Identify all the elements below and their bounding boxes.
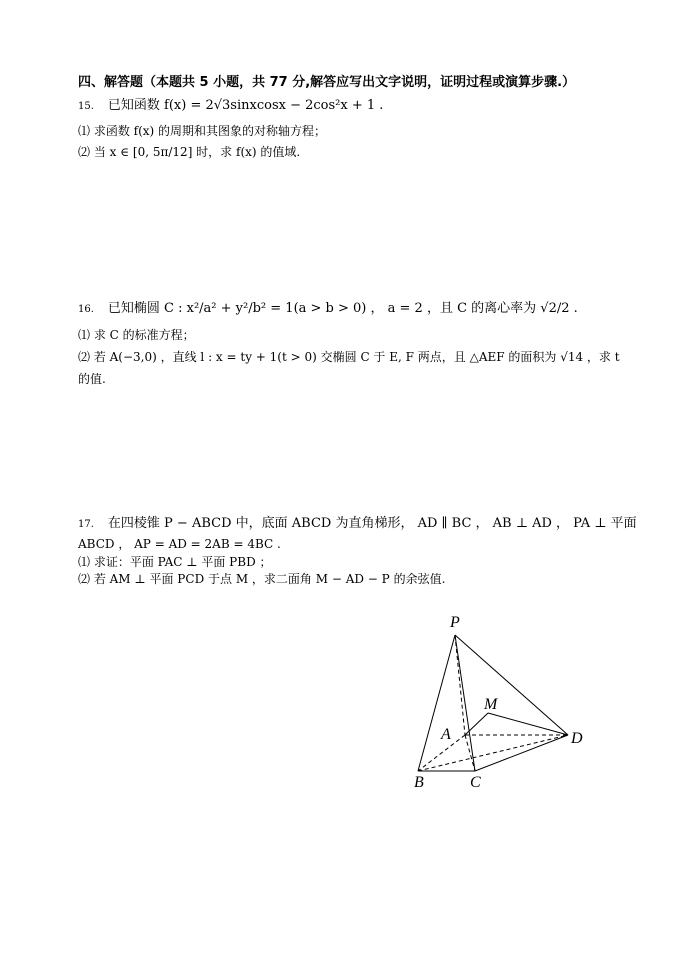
edge-CD <box>475 735 568 771</box>
q15-stem-line <box>78 97 383 116</box>
q17-stem-line2: ABCD ， AP = AD = 2AB = 4BC . <box>78 537 281 551</box>
pyramid-figure <box>400 605 600 795</box>
section-heading: 四、解答题（本题共 5 小题，共 77 分,解答应写出文字说明，证明过程或演算步骤.） <box>78 75 576 90</box>
q15-number: 15. <box>78 101 94 112</box>
q15-part1: ⑴ 求函数 f(x) 的周期和其图象的对称轴方程； <box>78 124 327 138</box>
q17-part2: ⑵ 若 AM ⊥ 平面 PCD 于点 M ，求二面角 M − AD − P 的余弦值. <box>78 572 446 586</box>
label-M: M <box>484 696 498 713</box>
q16-number: 16. <box>78 304 94 315</box>
q15-part2: ⑵ 当 x ∈ [0, 5π/12] 时，求 f(x) 的值域. <box>78 145 301 159</box>
q16-part2-line1: ⑵ 若 A(−3,0) ，直线 l : x = ty + 1(t > 0) 交椭圆 C 于 E, F 两点，且 △AEF 的面积为 √14 ，求 t <box>78 350 620 364</box>
label-A: A <box>441 726 451 743</box>
q16-stem: 已知椭圆 C : x²/a² + y²/b² = 1(a > b > 0) ， a = 2 ，且 C 的离心率为 √2/2 . <box>107 301 578 316</box>
q17-number: 17. <box>78 519 94 530</box>
q16-part2-line2: 的值. <box>78 372 106 386</box>
q15-stem: 已知函数 f(x) = 2√3sinxcosx − 2cos²x + 1 . <box>107 98 384 113</box>
edge-PD <box>455 635 568 735</box>
q17-stem-1: 在四棱锥 P − ABCD 中，底面 ABCD 为直角梯形， AD ∥ BC ， AB ⊥ AD ， PA ⊥ 平面 <box>107 516 637 531</box>
q16-part1: ⑴ 求 C 的标准方程； <box>78 328 195 342</box>
label-B: B <box>414 774 424 791</box>
label-P: P <box>450 614 460 631</box>
edge-PC <box>455 635 475 771</box>
label-C: C <box>470 774 481 791</box>
label-D: D <box>571 730 583 747</box>
q17-part1: ⑴ 求证：平面 PAC ⊥ 平面 PBD ； <box>78 555 272 569</box>
edge-PB <box>418 635 455 771</box>
q16-stem-line <box>78 300 578 319</box>
q17-stem-line1 <box>78 515 637 534</box>
hidden-edge-PA <box>455 635 465 735</box>
